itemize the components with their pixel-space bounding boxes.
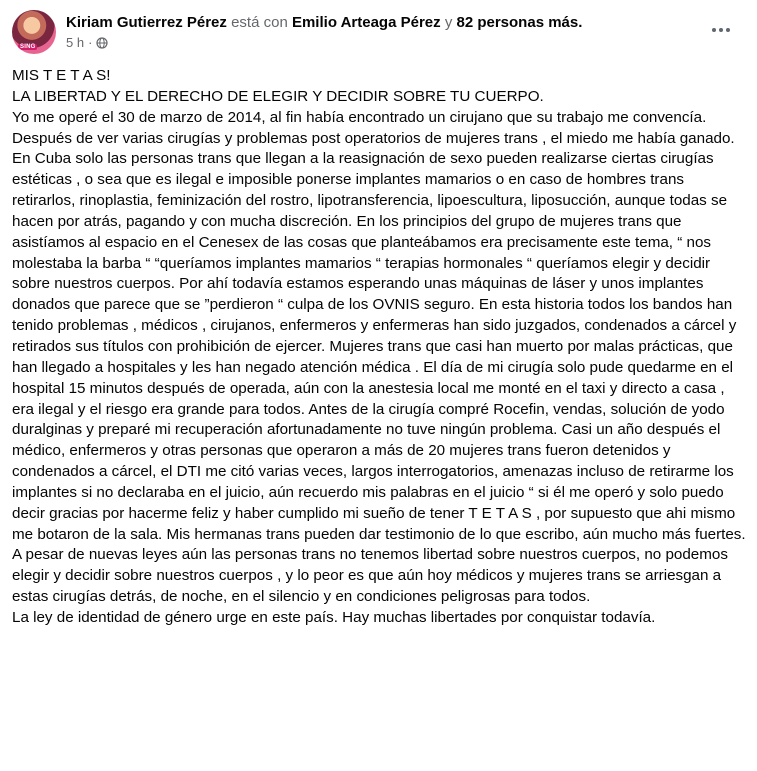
and-text: y xyxy=(444,14,453,31)
post-paragraph: Yo me operé el 30 de marzo de 2014, al fin había encontrado un cirujano que su trabajo me convencía. Después de ver varias cirugías y problemas post operatorios de mujeres trans , el miedo me había ganado. En Cuba solo las personas trans que llegan a la reasignación de sexo pueden realizarse ciertas cirugías estéticas , o sea que es ilegal e imposible ponerse implantes mamarios o en caso de hombres trans retirarlos, rinoplastia, feminización del rostro, lipotransferencia, lipoesculturа, liposucción, aunque todas se hacen por atrás, pagando y con mucha discreción. En los principios del grupo de mujeres trans que asistíamos al espacio en el Cenesex de las cosas que planteábamos era precisamente este tema, “ nos molestaba la barba “ “queríamos implantes mamarios “ terapias hormonales “ queríamos elegir y decidir sobre nuestros cuerpos. Por ahí todavía estamos esperando unas máquinas de láser y unos implantes donados que parece que se ”perdieron “ culpa de los OVNIS seguro. En esta historia todos los bandos han tenido problemas , médicos , cirujanos, enfermeros y enfermeras han sido juzgados, condenados a cárcel y retirados sus títulos con prohibición de ejercer. Mujeres trans que casi han muerto por malas prácticas, que han llegado a hospitales y les han negado atención médica . El día de mi cirugía solo pude quedarme en el hospital 15 minutos después de operada, aún con la anestesia local me monté en el taxi y directo a casa , era ilegal y el riesgo era grande para todos. Antes de la cirugía compré Rocefin, vendas, solución de yodo duralginas y preparé mi recuperación afortunadamente no tuve ningún problema. Casi un año después el médico, enfermeros y otras personas que operaron a más de 20 mujeres trans fueron detenidos y condenados a cárcel, el DTI me citó varias veces, largos interrogatorios, amenazas incluso de retirarme los implantes si no declaraba en el juicio, aún recuerdo mis palabras en el juicio “ si él me operó y solo puedo decir gracias por hacerme feliz y haber cumplido mi sueño de tener T E T A S , por supuesto que ahi mismo me botaron de la sala. Mis hermanas trans pueden dar testimonio de lo que escribo, aún mucho más fuertes. xyxy=(12,108,746,543)
author-avatar[interactable] xyxy=(12,10,56,54)
post-subtitle: LA LIBERTAD Y EL DERECHO DE ELEGIR Y DECIDIR SOBRE TU CUERPO. xyxy=(12,87,544,105)
post-paragraph: A pesar de nuevas leyes aún las personas trans no tenemos libertad sobre nuestros cuerpos, no podemos elegir y decidir sobre nuestros cuerpos , y lo peor es que aún hoy médicos y mujeres trans se arriesgan a estas cirugías detrás, de noche, en el silencio y en condiciones peligrosas para todos. xyxy=(12,546,728,606)
header-text xyxy=(66,10,745,51)
author-name-link[interactable]: Kiriam Gutierrez Pérez xyxy=(66,14,227,31)
post-header xyxy=(12,10,745,58)
post-timestamp-link[interactable]: 5 h xyxy=(66,35,85,50)
author-line xyxy=(66,13,745,33)
post-meta xyxy=(66,35,745,51)
avatar-badge-text: SING xyxy=(20,44,36,50)
tagged-person-link[interactable]: Emilio Arteaga Pérez xyxy=(291,14,441,31)
with-text: está con xyxy=(231,14,288,31)
tagged-others-link[interactable]: 82 personas más xyxy=(456,14,579,31)
author-line-period: . xyxy=(578,14,583,31)
post-paragraph: La ley de identidad de género urge en este país. Hay muchas libertades por conquistar todavía. xyxy=(12,608,656,626)
globe-icon[interactable] xyxy=(96,37,108,49)
post-title: MIS T E T A S! xyxy=(12,67,111,84)
post-body xyxy=(12,66,748,629)
meta-separator: · xyxy=(88,35,93,50)
more-options-icon xyxy=(712,28,730,32)
more-options-button[interactable] xyxy=(705,18,737,42)
